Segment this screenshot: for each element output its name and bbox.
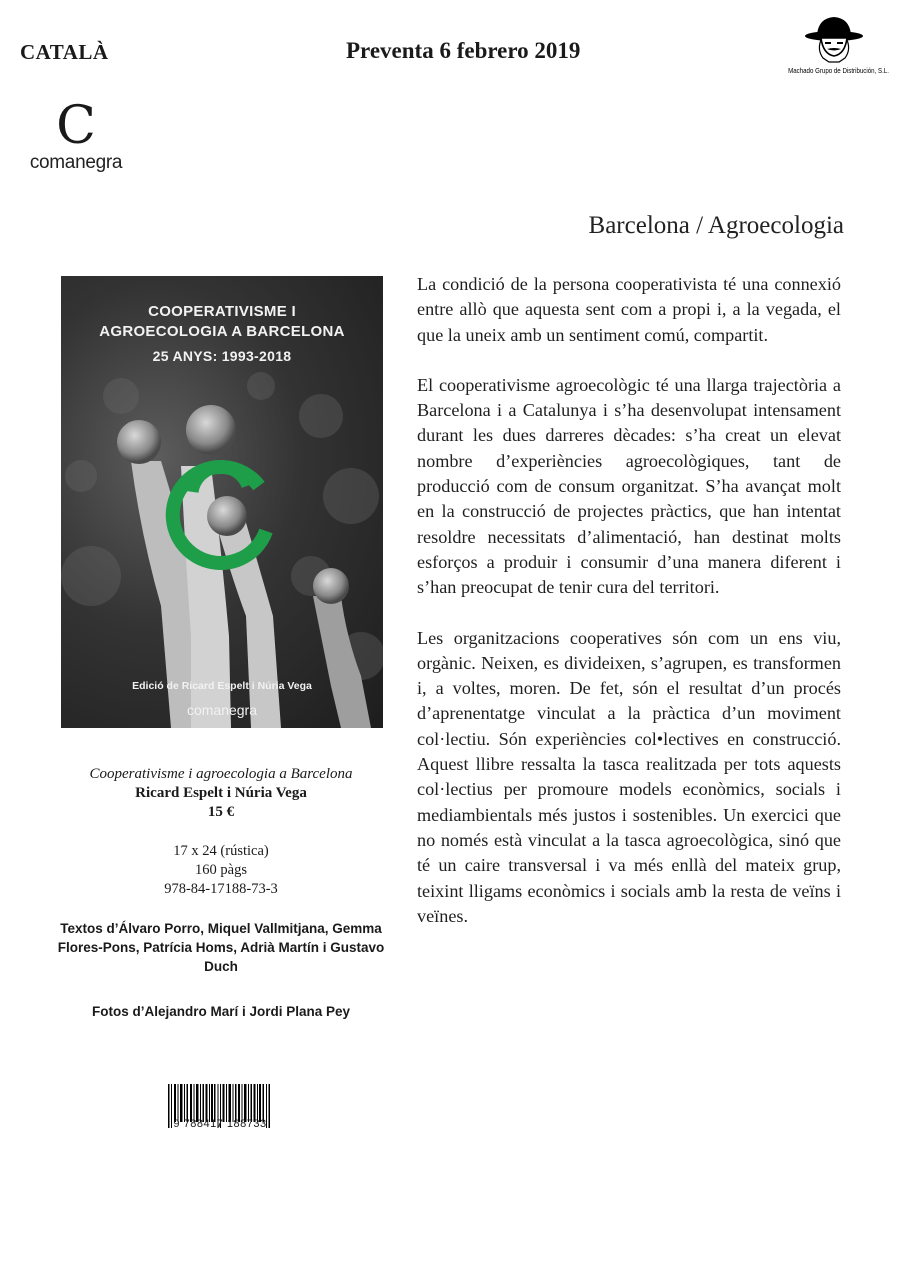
cover-photo [61,276,383,728]
book-photos: Fotos d’Alejandro Marí i Jordi Plana Pey [91,1004,351,1019]
publisher-logo-letter: C [56,96,96,156]
cover-publisher: comanegra [186,702,258,718]
cover-title [61,302,383,342]
publisher-name: comanegra [29,152,123,173]
book-contributors: Textos d’Álvaro Porro, Miquel Vallmitjana, Gemma Flores-Pons, Patrícia Homs, Adrià Martín i Gustavo Duch [57,921,385,974]
description-text [417,272,841,954]
hat-face-icon [803,14,865,64]
publisher-logo [24,96,128,174]
paragraph-2: El cooperativisme agroecològic té una llarga trajectòria a Barcelona i a Catalunya i s’ha desenvolupat intensament durant les dues darreres dècades: s’ha creat un elevat nombre d’experiències agroecològiques, tant de producció com de consum organitzat. S’ha avançat molt en la construcció de projectes pràctics, que han intentat resoldre necessitats d’alimentació, han destinat molts esforços a produir i consumir d’una manera diferent i s’han preocupat de tenir cura del territori. [417,374,841,598]
distributor-logo [778,14,890,84]
cover-editors: Edició de Ricard Espelt i Núria Vega [132,680,312,692]
distributor-name: Machado Grupo de Distribución, S.L. [788,66,889,75]
book-pages: 160 pàgs [195,862,247,878]
paragraph-1: La condició de la persona cooperativista té una connexió entre allò que aquesta sent com a propi i, a la vegada, el que la uneix amb un sentiment comú, compartit. [417,274,841,345]
book-format: 17 x 24 (rústica) [173,843,269,859]
language-label: CATALÀ [20,40,109,64]
cover-title-line-2: AGROECOLOGIA A BARCELONA [99,323,345,340]
book-specs [56,842,386,899]
book-info [56,765,386,1021]
book-title: Cooperativisme i agroecologia a Barcelona [89,766,353,782]
book-cover [61,276,383,728]
presale-date: Preventa 6 febrero 2019 [346,38,581,63]
category-heading: Barcelona / Agroecologia [588,212,844,239]
book-isbn: 978-84-17188-73-3 [164,881,278,897]
barcode-digits: 9 788417 188733 [173,1118,267,1130]
book-authors: Ricard Espelt i Núria Vega [135,785,307,801]
cover-title-line-1: COOPERATIVISME I [148,303,296,320]
cover-subtitle: 25 ANYS: 1993-2018 [152,348,292,364]
book-price: 15 € [207,804,235,820]
paragraph-3: Les organitzacions cooperatives són com un ens viu, orgànic. Neixen, es divideixen, s’agrupen, es transformen i, a voltes, moren. De fet, són el resultat d’un procés d’aprenentatge vinculat a la pràctica d’un moviment col·lectiu. Són experiències col•lectives en construcció. Aquest llibre ressalta la tasca realitzada per tots aquests col·lectius per promoure models econòmics, socials i mediambientals més justos i sostenibles. Un exercici que no només està vinculat a la tasca agroecològica, sinó que té un caire transversal i va més enllà del mateix grup, teixint lligams econòmics i socials amb la resta de veïns i veïnes. [417,627,841,926]
